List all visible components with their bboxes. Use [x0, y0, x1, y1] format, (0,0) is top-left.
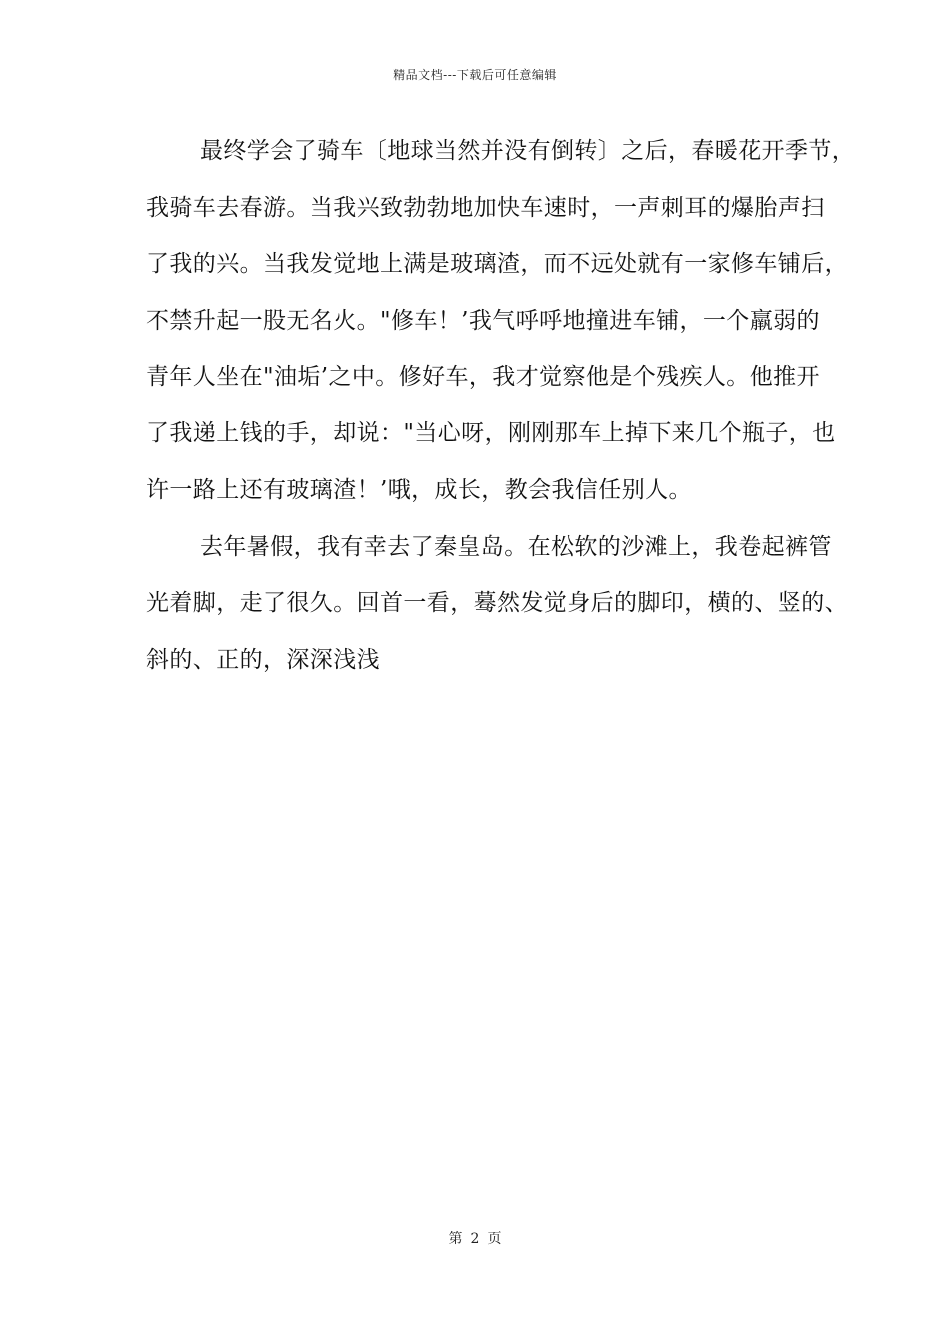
text-line: 不禁升起一股无名火。"修车！’我气呼呼地撞进车铺，一个羸弱的	[146, 308, 820, 334]
text-line: 光着脚，走了很久。回首一看，蓦然发觉身后的脚印，横的、竖的、	[146, 590, 848, 616]
page-header: 精品文档---下载后可任意编辑	[393, 68, 557, 82]
text-line: 去年暑假，我有幸去了秦皇岛。在松软的沙滩上，我卷起裤管	[200, 534, 832, 560]
page-footer	[0, 1228, 950, 1248]
page-label-prefix: 第	[448, 1231, 463, 1247]
text-line: 青年人坐在"油垢’之中。修好车，我才觉察他是个残疾人。他推开	[146, 364, 820, 390]
page-number: 2	[470, 1231, 480, 1247]
text-line: 了我递上钱的手，却说："当心呀，刚刚那车上掉下来几个瓶子，也	[146, 420, 836, 446]
text-line: 斜的、正的，深深浅浅	[146, 647, 380, 673]
text-line: 许一路上还有玻璃渣！’哦，成长，教会我信任别人。	[146, 477, 692, 503]
text-line: 我骑车去春游。当我兴致勃勃地加快车速时，一声刺耳的爆胎声扫	[146, 195, 825, 221]
page-label-suffix: 页	[487, 1231, 502, 1247]
text-line: 最终学会了骑车〔地球当然并没有倒转〕之后，春暖花开季节，	[200, 138, 856, 164]
text-line: 了我的兴。当我发觉地上满是玻璃渣，而不远处就有一家修车铺后，	[146, 251, 848, 277]
